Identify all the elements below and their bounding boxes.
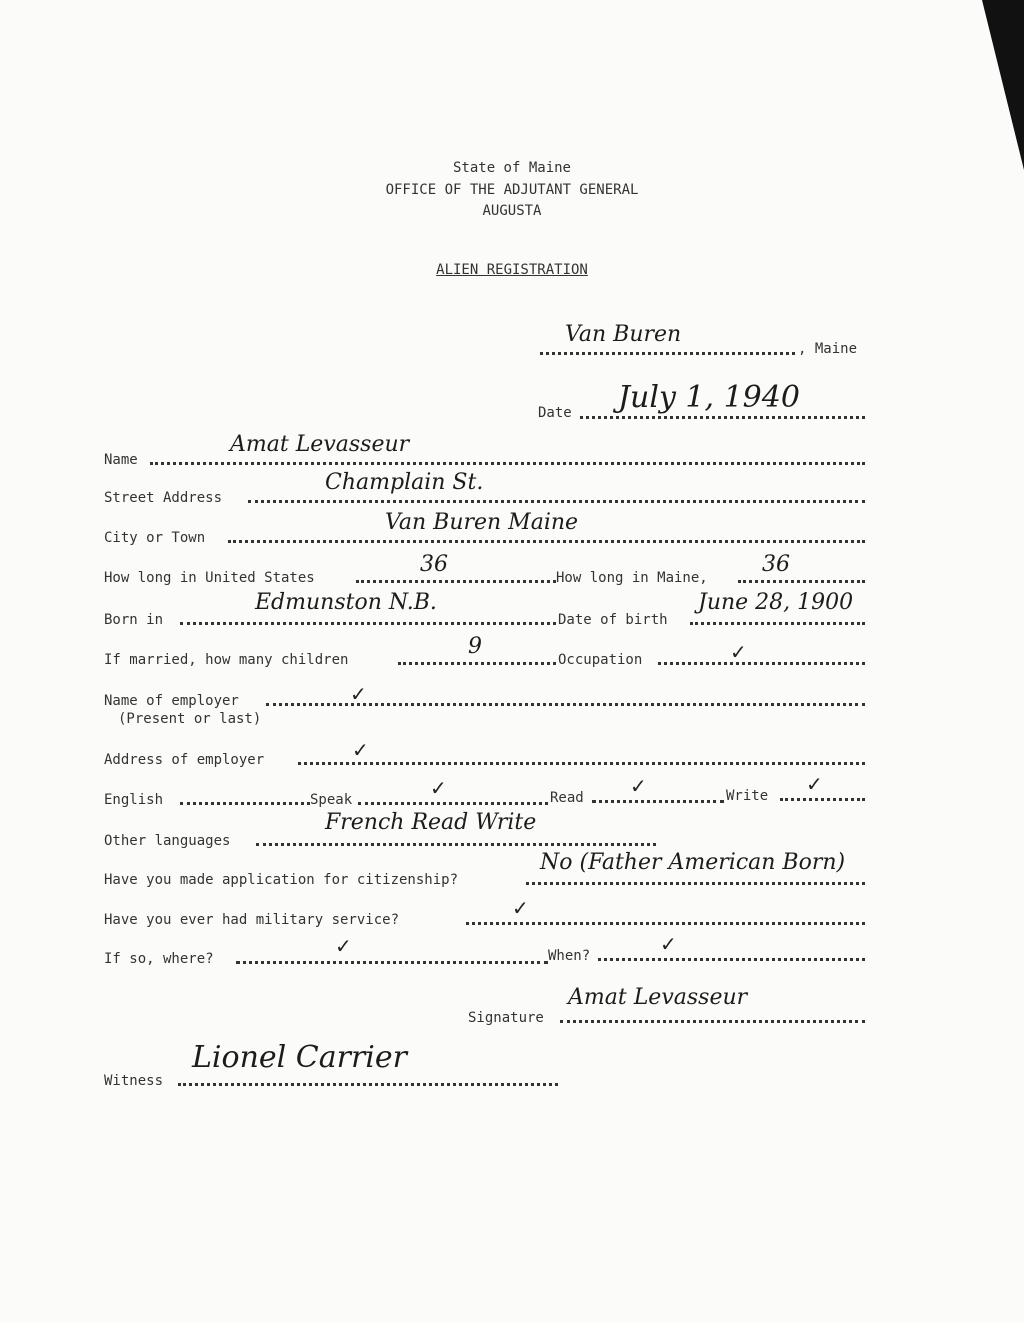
header-office: OFFICE OF THE ADJUTANT GENERAL xyxy=(385,182,639,198)
read-check: ✓ xyxy=(630,774,647,798)
where-line xyxy=(236,961,548,964)
date-handwritten: July 1, 1940 xyxy=(618,380,800,415)
how-long-us-handwritten: 36 xyxy=(420,552,448,577)
scan-edge-shadow xyxy=(982,0,1024,170)
employer-address-label: Address of employer xyxy=(104,752,265,768)
place-suffix: , Maine xyxy=(798,341,858,357)
born-handwritten: Edmunston N.B. xyxy=(255,590,437,615)
witness-label: Witness xyxy=(104,1073,164,1089)
header-state: State of Maine xyxy=(452,160,571,176)
street-label: Street Address xyxy=(104,490,223,506)
dob-handwritten: June 28, 1900 xyxy=(698,590,854,615)
occupation-line xyxy=(658,662,865,665)
military-line xyxy=(466,922,865,925)
write-check: ✓ xyxy=(806,772,823,796)
where-label: If so, where? xyxy=(104,951,214,967)
how-long-us-line xyxy=(356,580,556,583)
citizenship-line xyxy=(526,882,865,885)
signature-handwritten: Amat Levasseur xyxy=(568,985,748,1010)
witness-handwritten: Lionel Carrier xyxy=(192,1040,407,1075)
speak-line xyxy=(358,802,548,805)
married-label: If married, how many children xyxy=(104,652,349,668)
born-label: Born in xyxy=(104,612,164,628)
read-line xyxy=(592,800,724,803)
how-long-maine-label: How long in Maine, xyxy=(556,570,708,586)
place-line xyxy=(540,352,795,355)
other-languages-line xyxy=(256,843,656,846)
military-check: ✓ xyxy=(512,896,529,920)
street-handwritten: Champlain St. xyxy=(325,470,484,495)
married-line xyxy=(398,662,556,665)
write-label: Write xyxy=(726,788,769,804)
citizenship-handwritten: No (Father American Born) xyxy=(540,850,846,875)
when-check: ✓ xyxy=(660,932,677,956)
place-handwritten: Van Buren xyxy=(565,322,682,347)
employer-address-check: ✓ xyxy=(352,738,369,762)
write-line xyxy=(780,798,865,801)
english-label: English xyxy=(104,792,164,808)
occupation-label: Occupation xyxy=(558,652,643,668)
header-city: AUGUSTA xyxy=(482,203,542,219)
employer-address-line xyxy=(298,762,865,765)
form-title: ALIEN REGISTRATION xyxy=(436,262,588,278)
where-check: ✓ xyxy=(335,934,352,958)
city-line xyxy=(228,540,865,543)
other-languages-label: Other languages xyxy=(104,833,231,849)
date-label: Date xyxy=(538,405,572,421)
name-handwritten: Amat Levasseur xyxy=(230,432,410,457)
when-label: When? xyxy=(548,948,591,964)
children-handwritten: 9 xyxy=(468,634,482,659)
signature-line xyxy=(560,1020,865,1023)
city-label: City or Town xyxy=(104,530,206,546)
english-line xyxy=(180,802,310,805)
employer-sub-label: (Present or last) xyxy=(118,711,262,727)
employer-label: Name of employer xyxy=(104,693,239,709)
dob-line xyxy=(690,622,865,625)
occupation-check: ✓ xyxy=(730,640,747,664)
born-line xyxy=(180,622,556,625)
speak-label: Speak xyxy=(310,792,353,808)
how-long-maine-handwritten: 36 xyxy=(762,552,790,577)
name-label: Name xyxy=(104,452,138,468)
when-line xyxy=(598,958,865,961)
street-line xyxy=(248,500,865,503)
how-long-maine-line xyxy=(738,580,865,583)
name-line xyxy=(150,462,865,465)
dob-label: Date of birth xyxy=(558,612,668,628)
how-long-us-label: How long in United States xyxy=(104,570,315,586)
employer-check: ✓ xyxy=(350,682,367,706)
speak-check: ✓ xyxy=(430,776,447,800)
military-label: Have you ever had military service? xyxy=(104,912,400,928)
read-label: Read xyxy=(550,790,584,806)
citizenship-label: Have you made application for citizenship? xyxy=(104,872,459,888)
witness-line xyxy=(178,1083,558,1086)
city-handwritten: Van Buren Maine xyxy=(385,510,579,535)
signature-label: Signature xyxy=(468,1010,544,1026)
other-languages-handwritten: French Read Write xyxy=(325,810,537,835)
date-line xyxy=(580,416,865,419)
